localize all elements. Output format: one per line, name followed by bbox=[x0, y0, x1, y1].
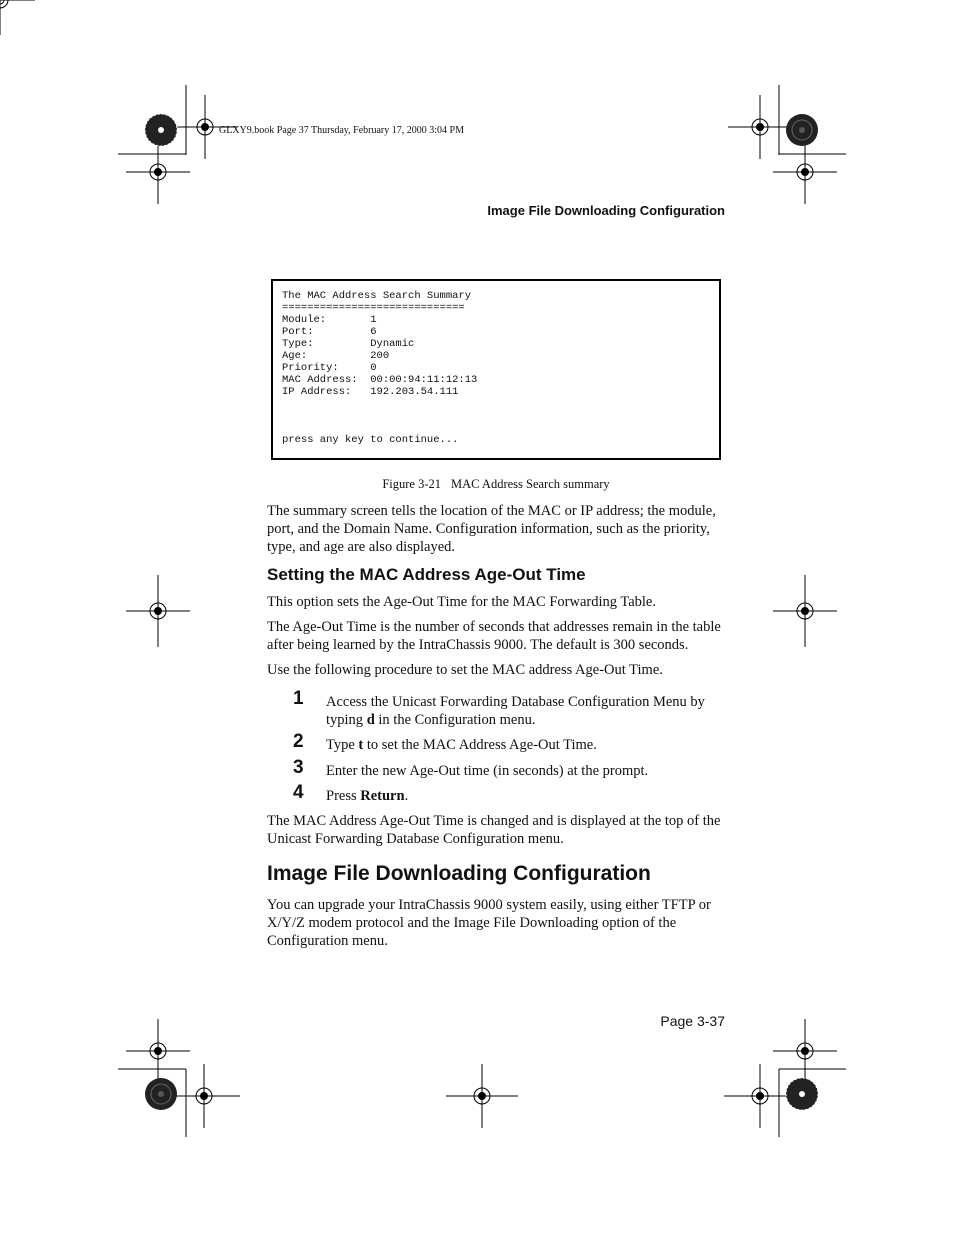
figure-number: Figure 3-21 bbox=[382, 477, 441, 491]
summary-paragraph: The summary screen tells the location of the MAC or IP address; the module, port, and the Domain Name. Configuration information, such as the priority, type, and age are also displayed. bbox=[267, 503, 716, 555]
figure-title: MAC Address Search summary bbox=[451, 477, 610, 491]
step-number: 2 bbox=[293, 731, 304, 752]
chapter-heading: Image File Downloading Configuration bbox=[267, 862, 651, 885]
section-heading: Setting the MAC Address Age-Out Time bbox=[267, 565, 586, 584]
procedure-paragraph: Use the following procedure to set the MAC address Age-Out Time. bbox=[267, 662, 663, 678]
result-paragraph: The MAC Address Age-Out Time is changed and is displayed at the top of the Unicast Forwarding Database Configuration menu. bbox=[267, 813, 721, 847]
option-paragraph: This option sets the Age-Out Time for the MAC Forwarding Table. bbox=[267, 594, 656, 610]
step-text: Enter the new Age-Out time (in seconds) at the prompt. bbox=[326, 763, 649, 779]
terminal-text: The MAC Address Search Summary ============================= Module: 1 Port: 6 Type: Dynamic Age: 200 Priority: 0 MAC Address: 00:00:94:11:12:13 IP Address: 192.203.54.111 press any key to continue... bbox=[282, 290, 478, 446]
terminal-screen bbox=[271, 279, 721, 460]
figure-caption bbox=[271, 477, 721, 492]
step-text: Access the Unicast Forwarding Database Configuration Menu by typing d in the Configuration menu. bbox=[326, 694, 705, 728]
step-number: 4 bbox=[293, 782, 304, 803]
page-number: Page 3-37 bbox=[660, 1013, 725, 1029]
step-text: Type t to set the MAC Address Age-Out Time. bbox=[326, 737, 597, 753]
print-slug: GLXY9.book Page 37 Thursday, February 17, 2000 3:04 PM bbox=[219, 125, 464, 136]
upgrade-paragraph: You can upgrade your IntraChassis 9000 system easily, using either TFTP or X/Y/Z modem protocol and the Image File Downloading option of the Configuration menu. bbox=[267, 897, 711, 949]
running-head: Image File Downloading Configuration bbox=[487, 203, 725, 218]
step-number: 1 bbox=[293, 688, 304, 709]
ageout-paragraph: The Age-Out Time is the number of seconds that addresses remain in the table after being learned by the IntraChassis 9000. The default is 300 seconds. bbox=[267, 619, 721, 653]
step-text: Press Return. bbox=[326, 788, 409, 804]
step-number: 3 bbox=[293, 757, 304, 778]
